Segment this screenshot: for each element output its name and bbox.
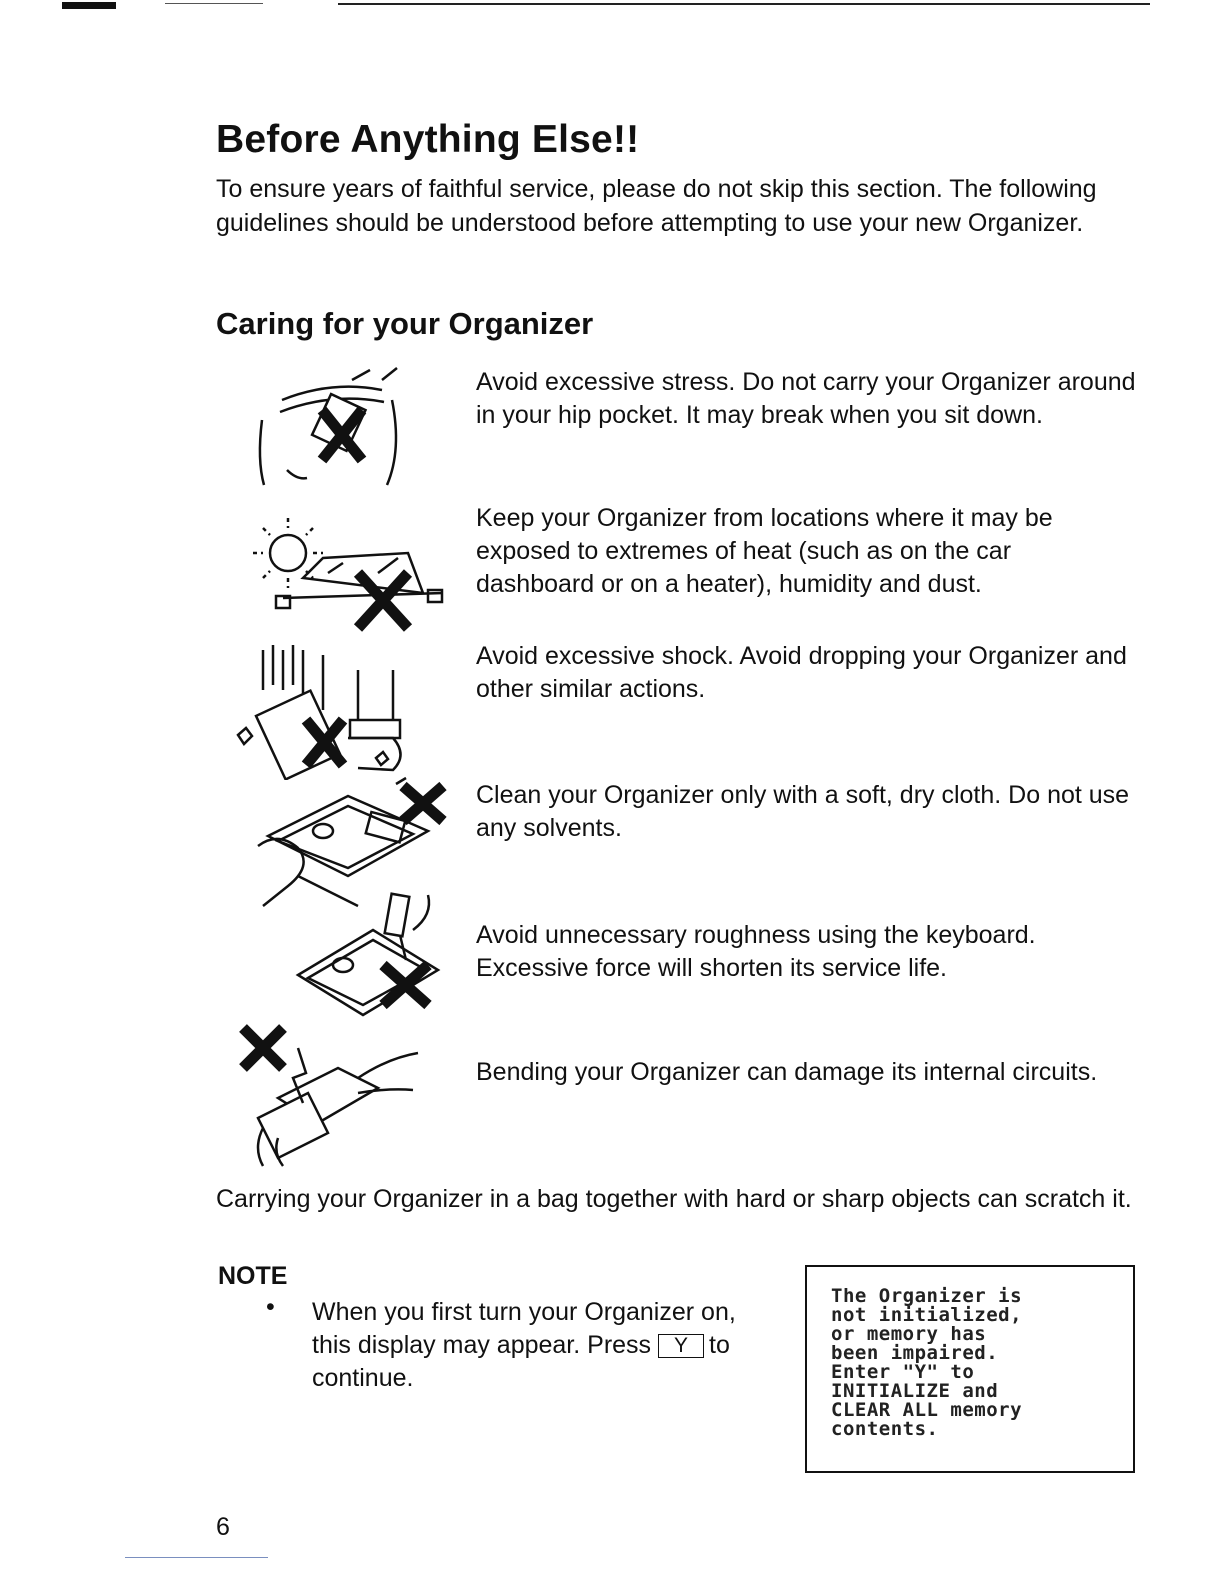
- care-item-keyboard: Avoid unnecessary roughness using the keyboard. Excessive force will shorten its service life.: [476, 921, 1036, 982]
- note-bullet: •: [266, 1293, 275, 1321]
- lcd-line: INITIALIZE and: [831, 1380, 999, 1402]
- y-key-icon: Y: [658, 1334, 704, 1358]
- note-text-before-key: When you first turn your Organizer on, this display may appear. Press: [312, 1298, 736, 1359]
- top-rule: [338, 3, 1150, 5]
- care-item-cleaning: Clean your Organizer only with a soft, dry cloth. Do not use any solvents.: [476, 781, 1130, 842]
- section-title: Caring for your Organizer: [216, 306, 594, 341]
- hip-pocket-warning-icon: [252, 360, 407, 490]
- top-rule-short: [165, 3, 263, 4]
- care-item-bending: Bending your Organizer can damage its internal circuits.: [476, 1058, 1098, 1086]
- lcd-display: [805, 1265, 1135, 1473]
- lcd-line: or memory has: [831, 1323, 987, 1345]
- intro-paragraph: To ensure years of faithful service, please do not skip this section. The following guidelines should be understood before attempting to use your new Organizer.: [216, 175, 1097, 237]
- lcd-line: been impaired.: [831, 1342, 999, 1364]
- note-label: NOTE: [218, 1262, 288, 1290]
- bending-organizer-warning-icon: [238, 1018, 428, 1168]
- page-heading: Before Anything Else!!: [216, 118, 640, 161]
- lcd-line: contents.: [831, 1418, 939, 1440]
- lcd-line: not initialized,: [831, 1304, 1023, 1326]
- bottom-rule: [125, 1557, 268, 1558]
- dropping-organizer-warning-icon: [228, 640, 418, 780]
- lcd-line: The Organizer is: [831, 1285, 1023, 1307]
- corner-registration-mark: [62, 2, 116, 9]
- care-item-stress: Avoid excessive stress. Do not carry your Organizer around in your hip pocket. It may break when you sit down.: [476, 368, 1136, 429]
- lcd-line: Enter "Y" to: [831, 1361, 975, 1383]
- page-number: 6: [216, 1513, 230, 1541]
- carry-note: Carrying your Organizer in a bag together with hard or sharp objects can scratch it.: [216, 1185, 1132, 1213]
- note-text: [312, 1296, 762, 1395]
- car-dashboard-sun-warning-icon: [228, 498, 458, 638]
- keyboard-roughness-warning-icon: [288, 890, 453, 1035]
- care-item-heat: Keep your Organizer from locations where it may be exposed to extremes of heat (such as on the car dashboard or on a heater), humidity and dust.: [476, 504, 1053, 598]
- note-text-after-key: to continue.: [312, 1331, 730, 1392]
- care-item-shock: Avoid excessive shock. Avoid dropping your Organizer and other similar actions.: [476, 642, 1127, 703]
- lcd-line: CLEAR ALL memory: [831, 1399, 1023, 1421]
